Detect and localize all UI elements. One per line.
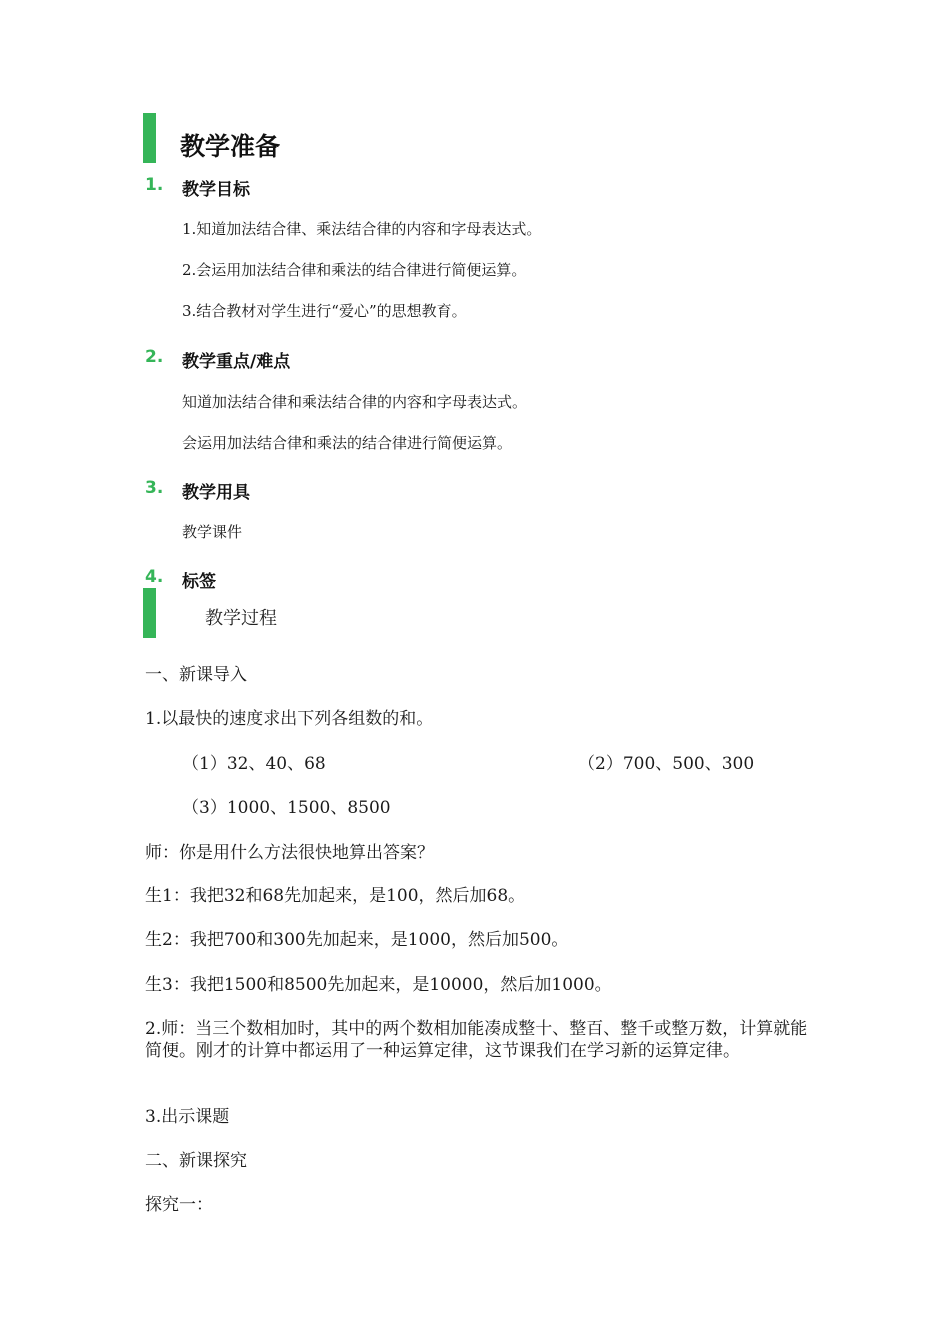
subsection-title-goals: 教学目标 <box>182 180 250 200</box>
tools-item: 教学课件 <box>182 523 243 541</box>
focus-item: 知道加法结合律和乘法结合律的内容和字母表达式。 <box>182 393 528 411</box>
dialogue-line: 师：你是用什么方法很快地算出答案？ <box>145 843 434 863</box>
goal-item: 3.结合教材对学生进行“爱心”的思想教育。 <box>182 302 467 320</box>
section-number: 3. <box>145 478 164 498</box>
explanation-paragraph: 2.师：当三个数相加时，其中的两个数相加能凑成整十、整百、整千或整万数，计算就能简便。刚才的计算中都运用了一种运算定律，这节课我们在学习新的运算定律。 <box>145 1019 808 1061</box>
process-heading: 一、新课导入 <box>145 665 247 685</box>
subsection-title-tools: 教学用具 <box>182 483 250 503</box>
subsection-title-tags: 标签 <box>182 572 216 592</box>
section-accent-bar <box>143 588 156 638</box>
section-accent-bar <box>143 113 156 163</box>
focus-item: 会运用加法结合律和乘法的结合律进行简便运算。 <box>182 434 513 452</box>
process-line: 1.以最快的速度求出下列各组数的和。 <box>145 709 434 729</box>
goal-item: 2.会运用加法结合律和乘法的结合律进行简便运算。 <box>182 261 527 279</box>
section-title: 教学准备 <box>180 132 281 161</box>
exercise-item: （1）32、40、68 <box>182 754 326 774</box>
goal-item: 1.知道加法结合律、乘法结合律的内容和字母表达式。 <box>182 220 542 238</box>
process-line: 3.出示课题 <box>145 1107 230 1127</box>
dialogue-line: 生1：我把32和68先加起来，是100，然后加68。 <box>145 886 526 906</box>
section-number: 4. <box>145 567 164 587</box>
process-line: 探究一： <box>145 1195 213 1215</box>
process-title: 教学过程 <box>205 608 277 629</box>
dialogue-line: 生2：我把700和300先加起来，是1000，然后加500。 <box>145 930 569 950</box>
section-number: 2. <box>145 347 164 367</box>
subsection-title-focus: 教学重点/难点 <box>182 352 291 372</box>
dialogue-line: 生3：我把1500和8500先加起来，是10000，然后加1000。 <box>145 975 612 995</box>
exercise-item: （3）1000、1500、8500 <box>182 798 391 818</box>
process-heading: 二、新课探究 <box>145 1151 247 1171</box>
section-number: 1. <box>145 175 164 195</box>
exercise-item: （2）700、500、300 <box>578 754 755 774</box>
